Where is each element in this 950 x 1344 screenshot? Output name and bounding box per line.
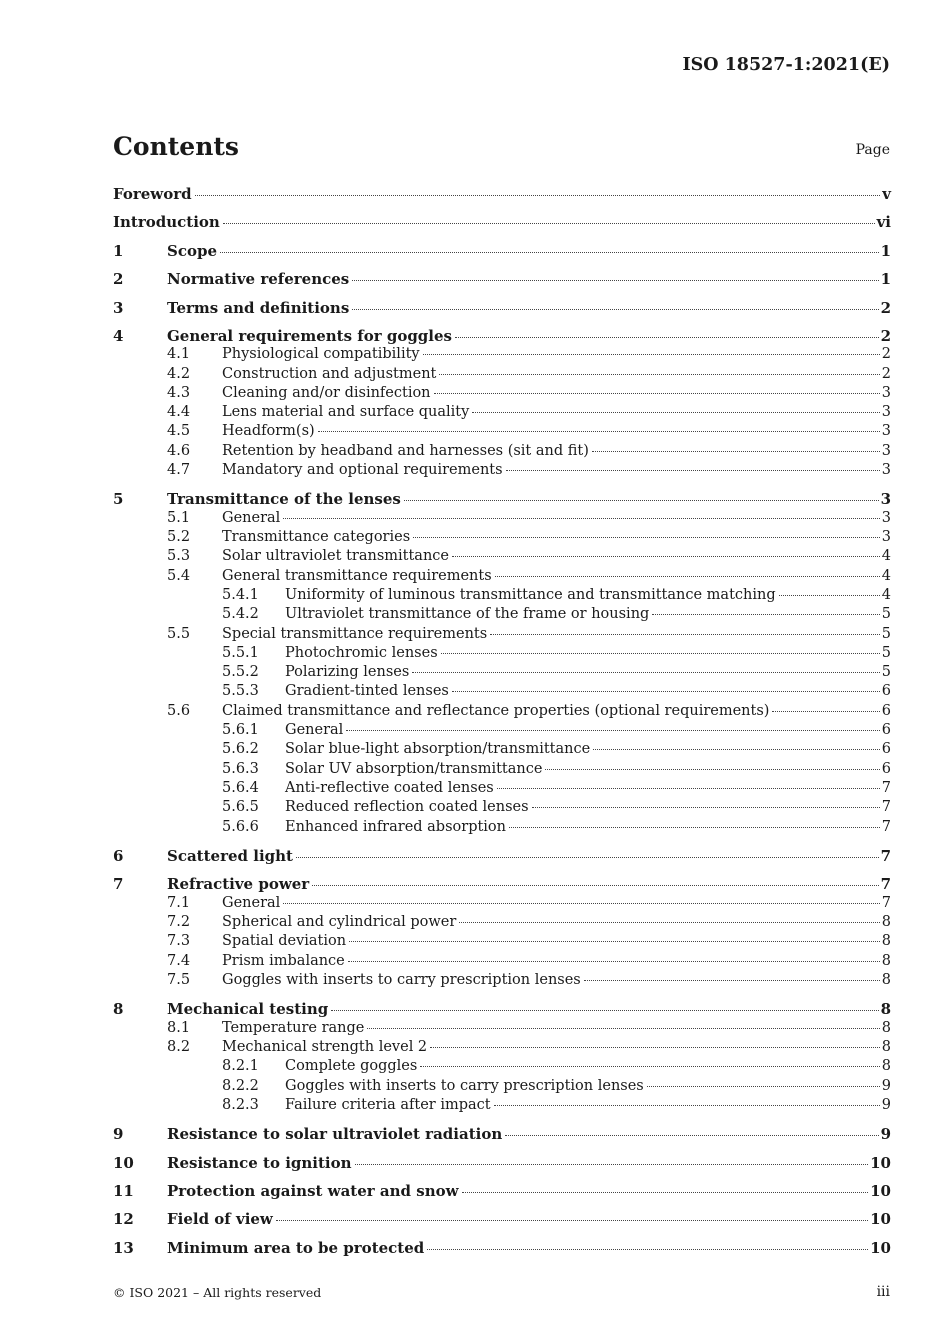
toc-entry[interactable] bbox=[113, 683, 891, 703]
toc-entry-page: 3 bbox=[881, 423, 891, 439]
toc-entry[interactable] bbox=[113, 664, 891, 684]
toc-entry-title: Transmittance categories bbox=[222, 529, 411, 545]
toc-entry-title: Construction and adjustment bbox=[222, 366, 437, 382]
toc-dot-leader bbox=[420, 1065, 879, 1067]
contents-title: Contents bbox=[113, 132, 240, 161]
toc-entry[interactable] bbox=[113, 299, 891, 319]
toc-entry-number: 9 bbox=[113, 1125, 124, 1143]
toc-entry[interactable] bbox=[113, 819, 891, 839]
toc-entry[interactable] bbox=[113, 1210, 891, 1230]
toc-entry-title: Ultraviolet transmittance of the frame or housing bbox=[285, 606, 650, 622]
toc-entry[interactable] bbox=[113, 606, 891, 626]
toc-entry-number: 5.1 bbox=[167, 510, 191, 526]
toc-entry[interactable] bbox=[113, 953, 891, 973]
toc-entry-number: 7.1 bbox=[167, 895, 191, 911]
toc-dot-leader bbox=[413, 536, 880, 538]
toc-dot-leader bbox=[404, 499, 879, 501]
toc-dot-leader bbox=[312, 884, 878, 886]
toc-entry[interactable] bbox=[113, 780, 891, 800]
toc-entry-number: 12 bbox=[113, 1210, 134, 1228]
toc-entry[interactable] bbox=[113, 847, 891, 867]
toc-dot-leader bbox=[367, 1027, 879, 1029]
toc-entry-page: 8 bbox=[881, 972, 891, 988]
toc-dot-leader bbox=[195, 194, 881, 196]
toc-entry-title: Anti-reflective coated lenses bbox=[285, 780, 494, 796]
toc-entry-page: 8 bbox=[881, 914, 891, 930]
toc-entry-number: 4.4 bbox=[167, 404, 191, 420]
toc-entry-title: Uniformity of luminous transmittance and transmittance matching bbox=[285, 587, 776, 603]
toc-entry-title: General bbox=[285, 722, 344, 738]
toc-entry-number: 7.4 bbox=[167, 953, 191, 969]
toc-entry-title: Minimum area to be protected bbox=[167, 1239, 425, 1257]
footer-page-number: iii bbox=[876, 1284, 890, 1300]
toc-entry-title: Introduction bbox=[113, 213, 220, 231]
toc-dot-leader bbox=[423, 353, 880, 355]
toc-entry[interactable] bbox=[113, 404, 891, 424]
toc-entry-page: 3 bbox=[881, 462, 891, 478]
toc-entry-number: 8 bbox=[113, 1000, 124, 1018]
toc-entry-title: Complete goggles bbox=[285, 1058, 418, 1074]
toc-entry-title: Photochromic lenses bbox=[285, 645, 438, 661]
toc-entry[interactable] bbox=[113, 875, 891, 895]
toc-entry-page: 5 bbox=[881, 645, 891, 661]
toc-entry-number: 8.2.2 bbox=[222, 1078, 259, 1094]
toc-entry[interactable] bbox=[113, 645, 891, 665]
toc-entry-number: 5.5.1 bbox=[222, 645, 259, 661]
toc-entry-number: 13 bbox=[113, 1239, 134, 1257]
toc-entry-number: 1 bbox=[113, 242, 124, 260]
toc-dot-leader bbox=[348, 960, 880, 962]
toc-entry[interactable] bbox=[113, 1182, 891, 1202]
toc-entry[interactable] bbox=[113, 1125, 891, 1145]
toc-entry-title: Refractive power bbox=[167, 875, 310, 893]
toc-entry[interactable] bbox=[113, 1020, 891, 1040]
toc-entry-page: 9 bbox=[880, 1125, 891, 1143]
toc-entry-title: Retention by headband and harnesses (sit and fit) bbox=[222, 443, 589, 459]
toc-entry[interactable] bbox=[113, 799, 891, 819]
toc-dot-leader bbox=[472, 411, 879, 413]
toc-dot-leader bbox=[434, 392, 880, 394]
toc-dot-leader bbox=[452, 555, 880, 557]
toc-entry-page: 6 bbox=[881, 761, 891, 777]
toc-dot-leader bbox=[647, 1085, 880, 1087]
toc-dot-leader bbox=[441, 652, 880, 654]
toc-dot-leader bbox=[283, 517, 879, 519]
toc-dot-leader bbox=[346, 729, 879, 731]
toc-entry-page: 7 bbox=[881, 895, 891, 911]
toc-entry-number: 7 bbox=[113, 875, 124, 893]
page-column-label: Page bbox=[855, 142, 890, 158]
toc-dot-leader bbox=[223, 222, 875, 224]
toc-entry-page: vi bbox=[876, 213, 891, 231]
toc-entry-page: 7 bbox=[881, 799, 891, 815]
toc-entry[interactable] bbox=[113, 385, 891, 405]
toc-entry-number: 5.6.5 bbox=[222, 799, 259, 815]
toc-dot-leader bbox=[490, 633, 880, 635]
toc-entry-title: Enhanced infrared absorption bbox=[285, 819, 507, 835]
toc-entry-title: Spherical and cylindrical power bbox=[222, 914, 457, 930]
toc-entry[interactable] bbox=[113, 366, 891, 386]
toc-entry-page: 6 bbox=[881, 683, 891, 699]
toc-entry-title: Mechanical testing bbox=[167, 1000, 329, 1018]
toc-entry-number: 5.6.4 bbox=[222, 780, 259, 796]
toc-entry-title: Field of view bbox=[167, 1210, 273, 1228]
toc-entry-page: v bbox=[882, 185, 891, 203]
toc-entry-title: Mandatory and optional requirements bbox=[222, 462, 503, 478]
toc-entry-title: Normative references bbox=[167, 270, 350, 288]
toc-dot-leader bbox=[283, 902, 879, 904]
toc-entry-page: 8 bbox=[881, 933, 891, 949]
toc-entry-number: 4.7 bbox=[167, 462, 191, 478]
toc-dot-leader bbox=[462, 1191, 869, 1193]
toc-entry-title: Foreword bbox=[113, 185, 192, 203]
toc-dot-leader bbox=[584, 979, 880, 981]
toc-entry-number: 4 bbox=[113, 327, 124, 345]
toc-entry[interactable] bbox=[113, 914, 891, 934]
toc-entry-page: 9 bbox=[881, 1078, 891, 1094]
toc-entry[interactable] bbox=[113, 423, 891, 443]
toc-entry[interactable] bbox=[113, 346, 891, 366]
toc-entry-page: 8 bbox=[881, 1020, 891, 1036]
toc-entry-page: 4 bbox=[881, 587, 891, 603]
toc-dot-leader bbox=[532, 806, 880, 808]
toc-entry[interactable] bbox=[113, 242, 891, 262]
toc-entry-title: Scope bbox=[167, 242, 218, 260]
toc-dot-leader bbox=[497, 787, 880, 789]
toc-entry-page: 8 bbox=[880, 1000, 891, 1018]
toc-entry-page: 3 bbox=[881, 404, 891, 420]
toc-entry[interactable] bbox=[113, 626, 891, 646]
toc-dot-leader bbox=[430, 1046, 880, 1048]
toc-dot-leader bbox=[652, 613, 879, 615]
toc-entry-page: 2 bbox=[881, 366, 891, 382]
toc-entry-title: Resistance to ignition bbox=[167, 1154, 352, 1172]
toc-entry-number: 5.6.3 bbox=[222, 761, 259, 777]
toc-entry-number: 5.2 bbox=[167, 529, 191, 545]
toc-entry-title: Physiological compatibility bbox=[222, 346, 420, 362]
toc-entry-title: Reduced reflection coated lenses bbox=[285, 799, 529, 815]
toc-entry-number: 5.5 bbox=[167, 626, 191, 642]
toc-entry-number: 5.4.2 bbox=[222, 606, 259, 622]
toc-entry-title: General bbox=[222, 895, 281, 911]
toc-entry-title: Claimed transmittance and reflectance properties (optional requirements) bbox=[222, 703, 770, 719]
toc-entry-number: 4.6 bbox=[167, 443, 191, 459]
toc-entry-page: 4 bbox=[881, 568, 891, 584]
toc-entry-title: Solar blue-light absorption/transmittance bbox=[285, 741, 591, 757]
toc-entry[interactable] bbox=[113, 510, 891, 530]
toc-entry[interactable] bbox=[113, 1239, 891, 1259]
toc-entry-title: Temperature range bbox=[222, 1020, 365, 1036]
toc-entry[interactable] bbox=[113, 1154, 891, 1174]
toc-entry-page: 8 bbox=[881, 1058, 891, 1074]
footer-copyright: © ISO 2021 – All rights reserved bbox=[113, 1285, 322, 1300]
toc-entry-page: 6 bbox=[881, 722, 891, 738]
toc-entry-title: Prism imbalance bbox=[222, 953, 345, 969]
toc-entry-page: 3 bbox=[881, 529, 891, 545]
toc-entry-number: 7.2 bbox=[167, 914, 191, 930]
toc-entry-number: 7.3 bbox=[167, 933, 191, 949]
toc-entry-page: 3 bbox=[881, 443, 891, 459]
toc-entry[interactable] bbox=[113, 185, 891, 205]
toc-entry-title: Gradient-tinted lenses bbox=[285, 683, 449, 699]
toc-entry-page: 9 bbox=[881, 1097, 891, 1113]
toc-dot-leader bbox=[355, 1163, 869, 1165]
toc-dot-leader bbox=[331, 1009, 878, 1011]
toc-entry[interactable] bbox=[113, 761, 891, 781]
toc-entry[interactable] bbox=[113, 443, 891, 463]
toc-entry-page: 3 bbox=[881, 385, 891, 401]
toc-entry-title: Mechanical strength level 2 bbox=[222, 1039, 428, 1055]
toc-entry-title: Solar UV absorption/transmittance bbox=[285, 761, 543, 777]
toc-dot-leader bbox=[772, 710, 879, 712]
toc-entry-title: Failure criteria after impact bbox=[285, 1097, 491, 1113]
toc-entry-number: 5 bbox=[113, 490, 124, 508]
toc-entry[interactable] bbox=[113, 1078, 891, 1098]
toc-entry-page: 7 bbox=[881, 780, 891, 796]
toc-entry[interactable] bbox=[113, 1058, 891, 1078]
toc-entry[interactable] bbox=[113, 529, 891, 549]
toc-entry[interactable] bbox=[113, 741, 891, 761]
toc-entry-title: Solar ultraviolet transmittance bbox=[222, 548, 449, 564]
toc-entry-number: 8.2.3 bbox=[222, 1097, 259, 1113]
toc-entry[interactable] bbox=[113, 722, 891, 742]
toc-dot-leader bbox=[349, 940, 880, 942]
toc-entry-number: 8.1 bbox=[167, 1020, 191, 1036]
toc-entry-title: Goggles with inserts to carry prescription lenses bbox=[285, 1078, 644, 1094]
toc-dot-leader bbox=[455, 336, 879, 338]
toc-entry-number: 5.6.2 bbox=[222, 741, 259, 757]
toc-entry-page: 5 bbox=[881, 606, 891, 622]
toc-entry[interactable] bbox=[113, 972, 891, 992]
toc-entry-number: 5.6.1 bbox=[222, 722, 259, 738]
toc-dot-leader bbox=[352, 279, 878, 281]
toc-dot-leader bbox=[545, 768, 879, 770]
toc-entry-number: 4.5 bbox=[167, 423, 191, 439]
toc-entry-title: Lens material and surface quality bbox=[222, 404, 470, 420]
toc-dot-leader bbox=[495, 575, 880, 577]
toc-entry-number: 4.2 bbox=[167, 366, 191, 382]
toc-dot-leader bbox=[318, 430, 880, 432]
toc-entry-title: Protection against water and snow bbox=[167, 1182, 459, 1200]
toc-entry-title: Special transmittance requirements bbox=[222, 626, 488, 642]
toc-entry-page: 6 bbox=[881, 703, 891, 719]
toc-entry[interactable] bbox=[113, 1039, 891, 1059]
toc-entry-page: 5 bbox=[881, 626, 891, 642]
toc-dot-leader bbox=[439, 373, 879, 375]
toc-dot-leader bbox=[427, 1248, 868, 1250]
toc-dot-leader bbox=[593, 748, 880, 750]
toc-entry-title: Transmittance of the lenses bbox=[167, 490, 401, 508]
toc-dot-leader bbox=[592, 450, 880, 452]
toc-entry[interactable] bbox=[113, 462, 891, 482]
toc-dot-leader bbox=[296, 856, 879, 858]
toc-entry-page: 3 bbox=[880, 490, 891, 508]
toc-entry-page: 2 bbox=[880, 327, 891, 345]
toc-entry-page: 3 bbox=[881, 510, 891, 526]
toc-entry-number: 5.4 bbox=[167, 568, 191, 584]
toc-entry[interactable] bbox=[113, 568, 891, 588]
toc-entry[interactable] bbox=[113, 327, 891, 347]
toc-entry[interactable] bbox=[113, 490, 891, 510]
toc-entry-page: 7 bbox=[880, 875, 891, 893]
toc-entry-page: 10 bbox=[870, 1154, 891, 1172]
toc-entry[interactable] bbox=[113, 895, 891, 915]
toc-entry-page: 1 bbox=[880, 270, 891, 288]
toc-entry-title: Resistance to solar ultraviolet radiation bbox=[167, 1125, 503, 1143]
toc-entry[interactable] bbox=[113, 270, 891, 290]
toc-entry-page: 1 bbox=[880, 242, 891, 260]
toc-entry-number: 7.5 bbox=[167, 972, 191, 988]
toc-entry-title: Polarizing lenses bbox=[285, 664, 410, 680]
toc-entry-page: 10 bbox=[870, 1239, 891, 1257]
toc-entry[interactable] bbox=[113, 213, 891, 233]
toc-entry-page: 10 bbox=[870, 1182, 891, 1200]
toc-dot-leader bbox=[459, 921, 879, 923]
toc-entry-page: 8 bbox=[881, 1039, 891, 1055]
toc-dot-leader bbox=[506, 469, 880, 471]
toc-entry-title: Spatial deviation bbox=[222, 933, 347, 949]
toc-entry-title: Headform(s) bbox=[222, 423, 315, 439]
toc-dot-leader bbox=[412, 671, 879, 673]
toc-entry-number: 10 bbox=[113, 1154, 134, 1172]
toc-entry-number: 2 bbox=[113, 270, 124, 288]
toc-entry-number: 8.2.1 bbox=[222, 1058, 259, 1074]
toc-entry-number: 8.2 bbox=[167, 1039, 191, 1055]
toc-entry-number: 5.6 bbox=[167, 703, 191, 719]
toc-entry-title: General requirements for goggles bbox=[167, 327, 452, 345]
toc-entry-title: General bbox=[222, 510, 281, 526]
toc-entry[interactable] bbox=[113, 548, 891, 568]
toc-entry-page: 2 bbox=[881, 346, 891, 362]
toc-entry[interactable] bbox=[113, 1000, 891, 1020]
toc-entry-title: Cleaning and/or disinfection bbox=[222, 385, 431, 401]
toc-dot-leader bbox=[505, 1134, 878, 1136]
toc-dot-leader bbox=[220, 251, 879, 253]
toc-entry-page: 7 bbox=[881, 819, 891, 835]
toc-entry-page: 7 bbox=[880, 847, 891, 865]
toc-dot-leader bbox=[509, 826, 880, 828]
toc-entry-number: 11 bbox=[113, 1182, 134, 1200]
toc-entry-title: General transmittance requirements bbox=[222, 568, 492, 584]
toc-entry-page: 8 bbox=[881, 953, 891, 969]
toc-entry-page: 4 bbox=[881, 548, 891, 564]
toc-entry-number: 5.5.3 bbox=[222, 683, 259, 699]
toc-entry[interactable] bbox=[113, 703, 891, 723]
toc-entry[interactable] bbox=[113, 587, 891, 607]
toc-entry-number: 5.4.1 bbox=[222, 587, 259, 603]
toc-dot-leader bbox=[452, 690, 880, 692]
toc-entry-number: 5.6.6 bbox=[222, 819, 259, 835]
toc-dot-leader bbox=[779, 594, 880, 596]
toc-entry-number: 3 bbox=[113, 299, 124, 317]
document-id: ISO 18527-1:2021(E) bbox=[682, 55, 890, 75]
toc-entry-number: 6 bbox=[113, 847, 124, 865]
toc-entry-title: Terms and definitions bbox=[167, 299, 350, 317]
toc-entry-page: 2 bbox=[880, 299, 891, 317]
toc-entry-number: 5.5.2 bbox=[222, 664, 259, 680]
toc-entry-number: 4.3 bbox=[167, 385, 191, 401]
toc-entry[interactable] bbox=[113, 1097, 891, 1117]
toc-entry-title: Scattered light bbox=[167, 847, 293, 865]
toc-dot-leader bbox=[494, 1104, 880, 1106]
toc-entry-page: 6 bbox=[881, 741, 891, 757]
toc-entry-page: 5 bbox=[881, 664, 891, 680]
toc-dot-leader bbox=[352, 308, 878, 310]
toc-entry-page: 10 bbox=[870, 1210, 891, 1228]
toc-entry[interactable] bbox=[113, 933, 891, 953]
toc-entry-number: 5.3 bbox=[167, 548, 191, 564]
toc-entry-title: Goggles with inserts to carry prescription lenses bbox=[222, 972, 581, 988]
toc-entry-number: 4.1 bbox=[167, 346, 191, 362]
toc-dot-leader bbox=[276, 1219, 868, 1221]
